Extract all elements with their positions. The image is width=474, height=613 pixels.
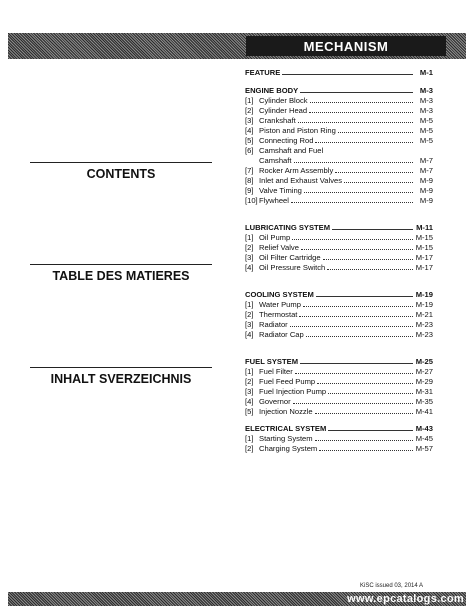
toc-entry[interactable]: [1] Oil Pump M-15 — [245, 233, 433, 242]
toc-cooling-system — [245, 288, 433, 339]
mechanism-title: MECHANISM — [246, 36, 446, 56]
toc-entry[interactable]: [7] Rocker Arm Assembly M-7 — [245, 166, 433, 175]
toc-entry[interactable]: [2] Charging System M-57 — [245, 444, 433, 453]
toc-entry[interactable]: [3] Crankshaft M-5 — [245, 116, 433, 125]
toc-section-header[interactable]: FUEL SYSTEM M-25 — [245, 357, 433, 366]
watermark-url: www.epcatalogs.com — [347, 593, 464, 605]
toc-entry[interactable]: [4] Radiator Cap M-23 — [245, 330, 433, 339]
inhalt-sverzeichnis-title: INHALT SVERZEICHNIS — [30, 367, 212, 386]
toc-entry[interactable]: [4] Piston and Piston Ring M-5 — [245, 126, 433, 135]
toc-section-header[interactable]: LUBRICATING SYSTEM M-11 — [245, 223, 433, 232]
toc-engine-body — [245, 84, 433, 205]
toc-entry[interactable]: [9] Valve Timing M-9 — [245, 186, 433, 195]
toc-entry[interactable]: [8] Inlet and Exhaust Valves M-9 — [245, 176, 433, 185]
toc-section-header[interactable]: FEATURE M-1 — [245, 68, 433, 77]
toc-section-header[interactable]: ENGINE BODY M-3 — [245, 86, 433, 95]
toc-section-header[interactable]: ELECTRICAL SYSTEM M-43 — [245, 424, 433, 433]
toc-entry[interactable]: [3] Radiator M-23 — [245, 320, 433, 329]
toc-entry[interactable]: [3] Fuel Injection Pump M-31 — [245, 387, 433, 396]
toc-entry[interactable]: [4] Oil Pressure Switch M-17 — [245, 263, 433, 272]
issue-stamp: KiSC issued 03, 2014 A — [360, 583, 424, 589]
toc-entry[interactable]: [1] Water Pump M-19 — [245, 300, 433, 309]
toc-entry[interactable]: [1] Cylinder Block M-3 — [245, 96, 433, 105]
toc-entry[interactable]: [5] Injection Nozzle M-41 — [245, 407, 433, 416]
toc-fuel-system — [245, 355, 433, 416]
toc-entry[interactable]: [3] Oil Filter Cartridge M-17 — [245, 253, 433, 262]
contents-title: CONTENTS — [30, 162, 212, 181]
toc-entry[interactable]: [10] Flywheel M-9 — [245, 196, 433, 205]
toc-entry[interactable]: [2] Cylinder Head M-3 — [245, 106, 433, 115]
table-des-matieres-title: TABLE DES MATIERES — [30, 264, 212, 283]
toc-entry[interactable]: [5] Connecting Rod M-5 — [245, 136, 433, 145]
toc-entry[interactable]: [6] Camshaft and Fuel — [245, 146, 324, 155]
toc-entry[interactable]: [2] Fuel Feed Pump M-29 — [245, 377, 433, 386]
toc-section-header[interactable]: COOLING SYSTEM M-19 — [245, 290, 433, 299]
toc-entry-continuation[interactable]: Camshaft M-7 — [259, 156, 433, 165]
toc-feature — [245, 66, 433, 77]
toc-lubricating-system — [245, 221, 433, 272]
toc-entry[interactable]: [1] Fuel Filter M-27 — [245, 367, 433, 376]
toc-electrical-system — [245, 422, 433, 453]
toc-entry[interactable]: [2] Thermostat M-21 — [245, 310, 433, 319]
toc-entry[interactable]: [4] Governor M-35 — [245, 397, 433, 406]
toc-entry[interactable]: [2] Relief Valve M-15 — [245, 243, 433, 252]
toc-entry[interactable]: [1] Starting System M-45 — [245, 434, 433, 443]
